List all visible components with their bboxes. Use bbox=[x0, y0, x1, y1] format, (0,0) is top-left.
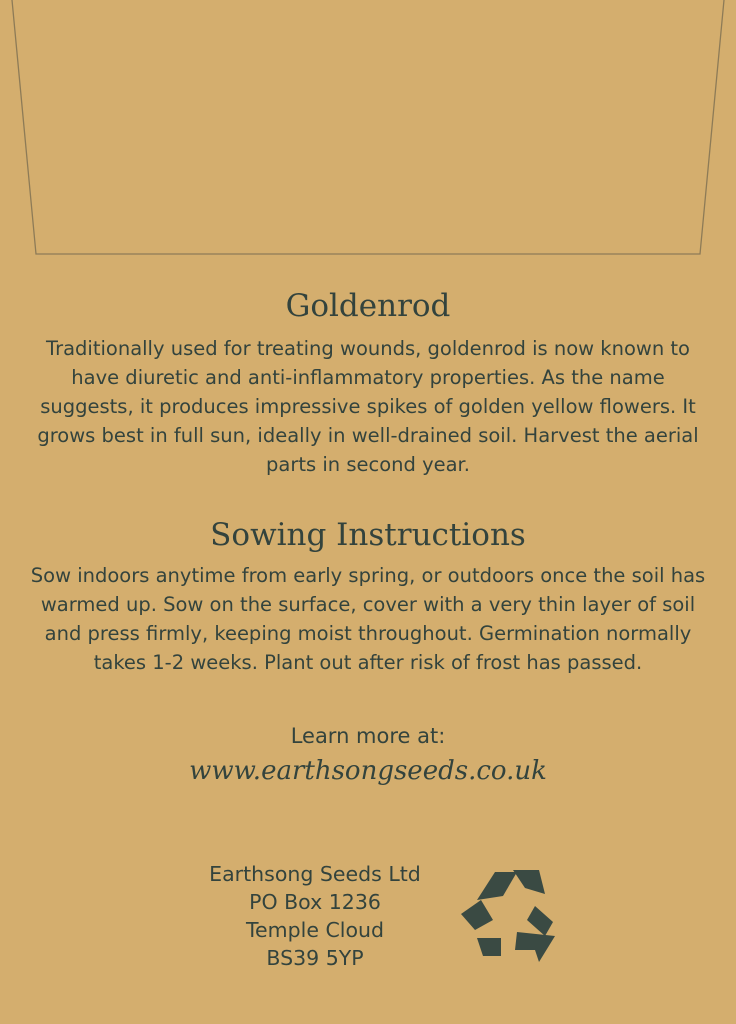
town: Temple Cloud bbox=[245, 918, 384, 942]
sowing-title: Sowing Instructions bbox=[210, 517, 526, 553]
packet-back-content bbox=[0, 282, 736, 791]
website-url: www.earthsongseeds.co.uk bbox=[189, 756, 547, 786]
plant-title: Goldenrod bbox=[285, 288, 451, 324]
company-address bbox=[200, 860, 430, 972]
envelope-flap-outline bbox=[0, 0, 736, 260]
company-name: Earthsong Seeds Ltd bbox=[209, 862, 421, 886]
recycle-icon bbox=[455, 866, 565, 970]
postcode: BS39 5YP bbox=[266, 946, 364, 970]
learn-more-label: Learn more at: bbox=[290, 724, 446, 748]
po-box: PO Box 1236 bbox=[249, 890, 381, 914]
plant-description: Traditionally used for treating wounds, goldenrod is now known to have diuretic and anti-inflammatory properties. As the name suggests, it produces impressive spikes of golden yellow flowers. It grows best in full sun, ideally in well-drained soil. Harvest the aerial parts in second year. bbox=[37, 337, 699, 476]
sowing-text: Sow indoors anytime from early spring, or outdoors once the soil has warmed up. Sow on the surface, cover with a very thin layer of soil and press firmly, keeping moist throughout. Germination normally takes 1-2 weeks. Plant out after risk of frost has passed. bbox=[30, 564, 706, 674]
